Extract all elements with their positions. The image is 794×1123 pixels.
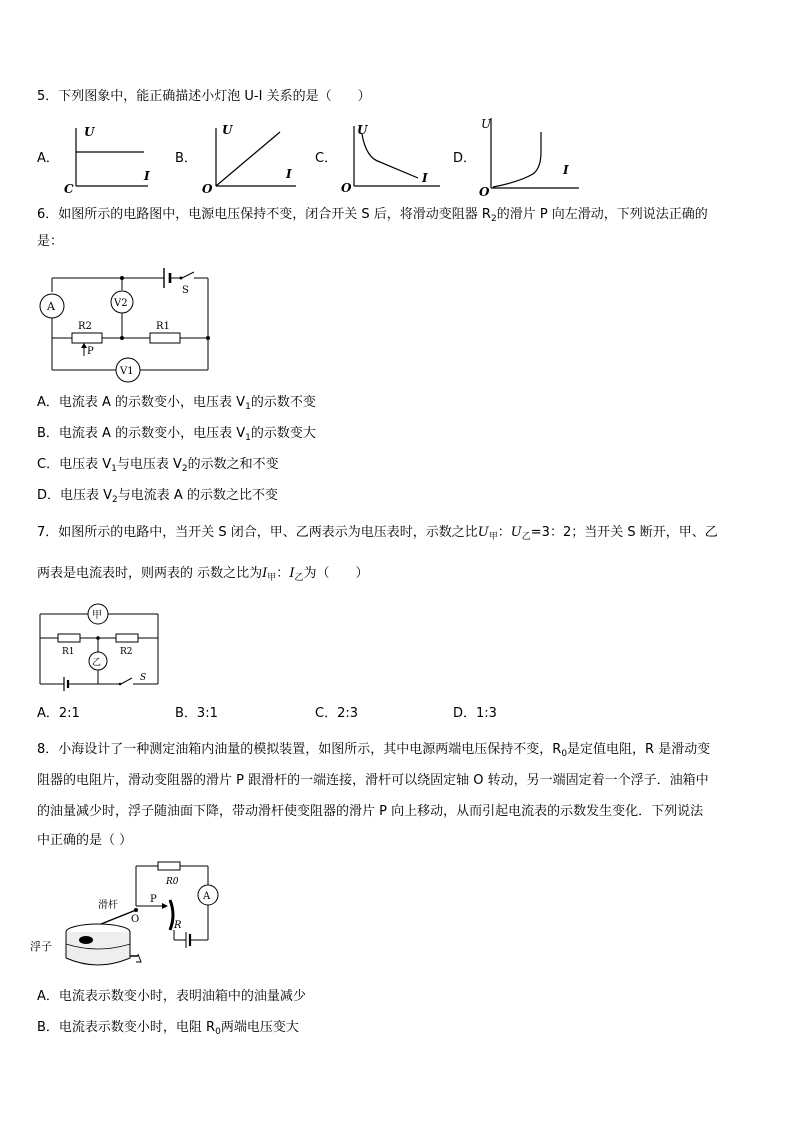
q5-a-axis-i: I — [144, 169, 150, 183]
q6-option-a: A．电流表 A 的示数变小，电压表 $V_1$的示数不变 — [37, 395, 316, 412]
q6-slider-label: P — [87, 346, 94, 357]
q5-b-axis-i: I — [286, 167, 292, 181]
q8-slider-label: P — [150, 894, 157, 905]
q8-stem-line2: 阻器的电阻片，滑动变阻器的滑片 P 跟滑杆的一端连接，滑杆可以绕固定轴 O 转动，另一端固定着一个浮子．油箱中 — [37, 773, 709, 788]
q5-stem: 5．下列图象中，能正确描述小灯泡 U-I 关系的是（ ） — [37, 89, 371, 104]
q5-a-axis-u: U — [84, 125, 95, 139]
q7-meter-yi-label: 乙 — [92, 658, 102, 668]
q6-option-c: C．电压表 $V_1$与电压表 $V_2$的示数之和不变 — [37, 457, 279, 474]
q8-option-b: B．电流表示数变小时，电阻 $R_0$两端电压变大 — [37, 1020, 299, 1037]
q5-c-axis-u: U — [357, 123, 368, 137]
q6-option-b: B．电流表 A 的示数变小，电压表 $V_1$的示数变大 — [37, 426, 316, 443]
q7-option-d: D．1:3 — [453, 706, 497, 721]
q5-graph-d — [475, 112, 585, 197]
q7-circuit-diagram — [36, 600, 164, 692]
q5-option-b-label: B． — [175, 151, 197, 166]
q6-r1-label: R1 — [156, 321, 170, 332]
q5-b-origin: O — [202, 182, 213, 196]
q6-stem-line2: 是： — [37, 234, 64, 249]
q8-stem-line3: 的油量减少时，浮子随油面下降，带动滑杆使变阻器的滑片 P 向上移动，从而引起电流表的示数发生变化．下列说法 — [37, 804, 704, 819]
q8-float-label: 浮子 — [30, 940, 52, 953]
q6-v2-label: V2 — [114, 298, 128, 309]
q8-oil-gauge-diagram — [28, 860, 228, 978]
q6-r2-label: R2 — [78, 321, 92, 332]
q8-r0-label: R0 — [166, 877, 179, 887]
q7-option-c: C．2:3 — [315, 706, 358, 721]
q5-c-axis-i: I — [422, 171, 428, 185]
q6-ammeter-label: A — [47, 300, 55, 313]
q5-option-d-label: D． — [453, 151, 477, 166]
q8-option-a: A．电流表示数变小时，表明油箱中的油量减少 — [37, 989, 306, 1004]
q8-stem-line4: 中正确的是（ ） — [37, 833, 133, 848]
q5-graph-c — [340, 120, 445, 195]
q8-r-label: R — [174, 920, 182, 931]
q5-graph-a — [60, 120, 155, 195]
q6-stem-line1: 6．如图所示的电路图中，电源电压保持不变，闭合开关 S 后，将滑动变阻器 $R_2$的滑片 P 向左滑动，下列说法正确的 — [37, 207, 708, 224]
q5-option-a-label: A． — [37, 151, 59, 166]
q5-b-axis-u: U — [222, 123, 233, 137]
q5-d-axis-i: I — [563, 163, 569, 177]
q7-stem-line2: 两表是电流表时，则两表的 示数之比为$I_甲$：$I_乙$为（ ） — [37, 566, 369, 583]
q7-option-a: A．2:1 — [37, 706, 80, 721]
q8-stem-line1: 8．小海设计了一种测定油箱内油量的模拟装置，如图所示，其中电源两端电压保持不变，$R_0$是定值电阻，R 是滑动变 — [37, 742, 711, 759]
q5-option-c-label: C． — [315, 151, 338, 166]
q8-ammeter-label: A — [203, 891, 211, 902]
q7-option-b: B．3:1 — [175, 706, 218, 721]
q5-c-origin: O — [341, 181, 352, 195]
q5-d-axis-u: U — [481, 117, 492, 131]
q7-r1-label: R1 — [62, 647, 75, 657]
q6-v1-label: V1 — [120, 366, 134, 377]
q6-option-d: D．电压表 $V_2$与电流表 A 的示数之比不变 — [37, 488, 278, 505]
q7-switch-label: S — [140, 673, 147, 683]
q8-rod-label: 滑杆 — [98, 900, 118, 911]
q5-graph-b — [200, 120, 300, 195]
q5-a-origin: C — [64, 182, 74, 196]
q7-stem-line1: 7．如图所示的电路中，当开关 S 闭合，甲、乙两表示为电压表时，示数之比$U_甲$：$U_乙=3$：2；当开关 S 断开，甲、乙 — [37, 525, 718, 542]
q6-circuit-diagram — [36, 262, 216, 384]
q7-r2-label: R2 — [120, 647, 133, 657]
q5-d-origin: O — [479, 185, 490, 199]
q8-pivot-label: O — [131, 914, 140, 925]
q7-meter-jia-label: 甲 — [92, 610, 102, 621]
q6-switch-label: S — [182, 285, 189, 296]
